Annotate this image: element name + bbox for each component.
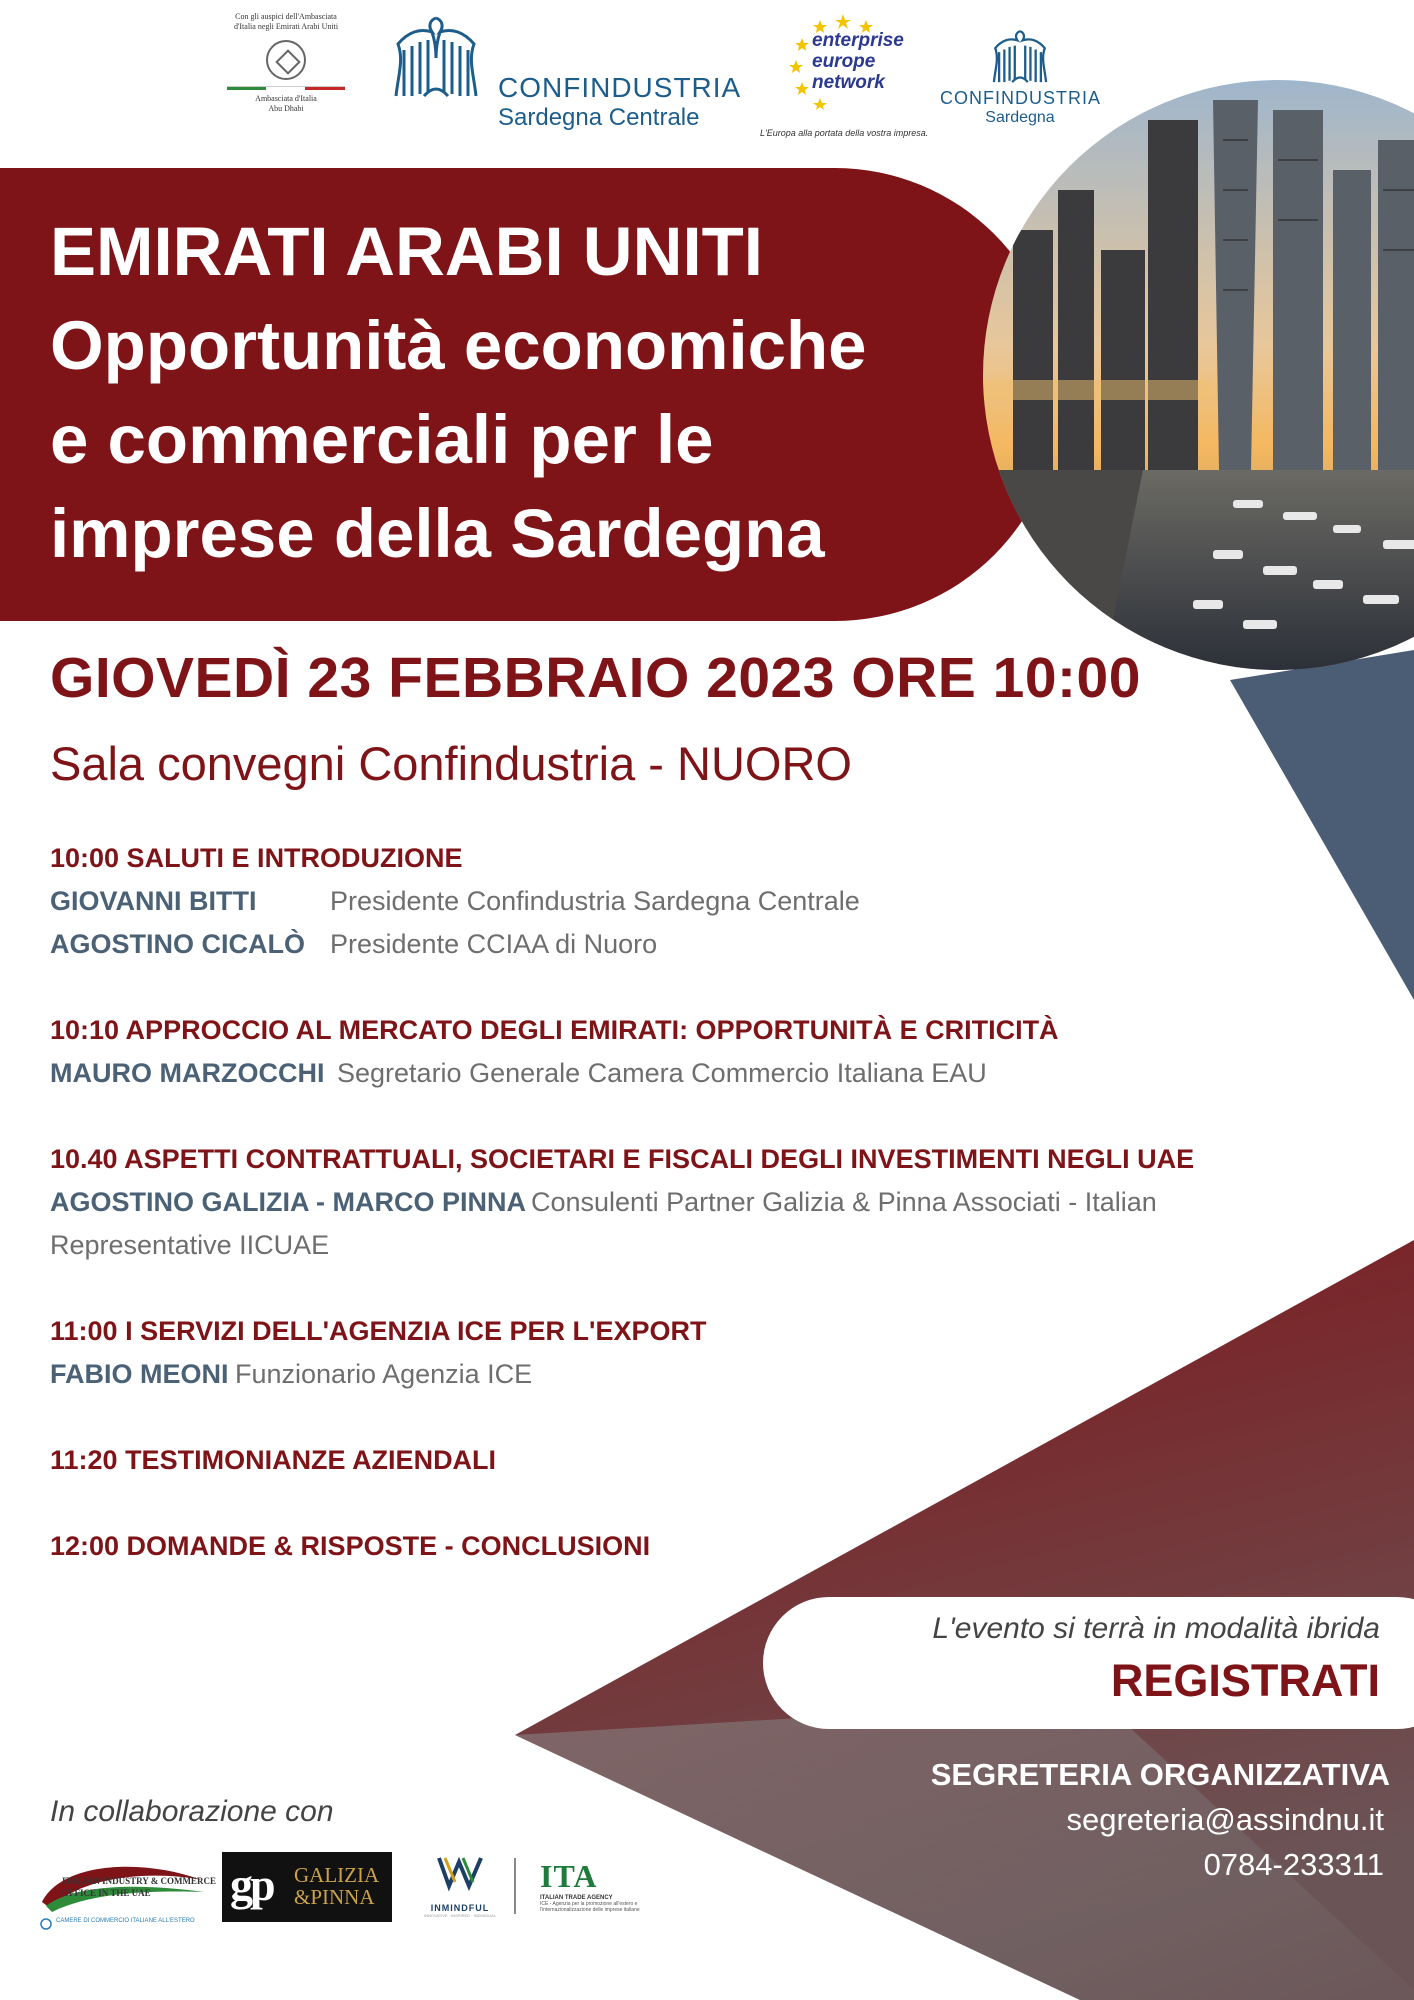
title-line-2: Opportunità economiche xyxy=(50,307,867,384)
title-line-4: imprese della Sardegna xyxy=(50,495,825,572)
collaboration-label: In collaborazione con xyxy=(50,1795,334,1828)
session-3-speaker-name: AGOSTINO GALIZIA - MARCO PINNA xyxy=(50,1187,526,1217)
inmindful-name: INMINDFUL xyxy=(430,1903,490,1913)
een-word-europe: europe xyxy=(812,51,876,72)
ambasciata-name-line2: Abu Dhabi xyxy=(268,104,304,113)
sponsor-divider xyxy=(514,1858,516,1914)
ambasciata-patronage-line2: d'Italia negli Emirati Arabi Uniti xyxy=(233,22,339,31)
page-title xyxy=(50,205,950,581)
confindustria-sardegna-line1: CONFINDUSTRIA xyxy=(940,88,1101,108)
session-4-speaker-name: FABIO MEONI xyxy=(50,1359,229,1389)
confindustria-centrale-line2: Sardegna Centrale xyxy=(498,104,700,131)
italian-trade-agency-logo xyxy=(540,1858,660,1928)
een-tagline: L'Europa alla portata della vostra impresa. xyxy=(760,128,929,138)
iicuae-logo xyxy=(32,1852,216,1938)
session-1-speaker-1-name: GIOVANNI BITTI xyxy=(50,886,257,916)
session-1-speaker-2-role: Presidente CCIAA di Nuoro xyxy=(330,929,658,959)
confindustria-centrale-line1: CONFINDUSTRIA xyxy=(498,72,742,103)
een-word-enterprise: enterprise xyxy=(812,30,904,51)
ita-line3: l'internazionalizzazione delle imprese italiane xyxy=(540,1907,640,1913)
event-venue: Sala convegni Confindustria - NUORO xyxy=(50,737,852,790)
secretariat-phone[interactable]: 0784-233311 xyxy=(1203,1847,1384,1882)
confindustria-sardegna-line2: Sardegna xyxy=(985,109,1055,126)
galizia-pinna-mark: gp xyxy=(230,1859,273,1910)
session-2-speaker-name: MAURO MARZOCCHI xyxy=(50,1058,325,1088)
inmindful-mark-icon xyxy=(435,1852,485,1894)
galizia-pinna-logo xyxy=(222,1852,392,1922)
register-button[interactable]: REGISTRATI xyxy=(1110,1655,1380,1706)
event-datetime: GIOVEDÌ 23 FEBBRAIO 2023 ORE 10:00 xyxy=(50,646,1141,710)
secretariat-title: SEGRETERIA ORGANIZZATIVA xyxy=(930,1757,1390,1792)
session-5-heading: 11:20 TESTIMONIANZE AZIENDALI xyxy=(50,1445,497,1475)
hybrid-event-note: L'evento si terrà in modalità ibrida xyxy=(932,1612,1380,1645)
session-2-speaker-role: Segretario Generale Camera Commercio Italiana EAU xyxy=(337,1058,987,1088)
ambasciata-name-line1: Ambasciata d'Italia xyxy=(255,94,317,103)
een-word-network: network xyxy=(812,72,885,93)
session-4-heading: 11:00 I SERVIZI DELL'AGENZIA ICE PER L'EXPORT xyxy=(50,1316,707,1346)
session-3-speaker-role-line1: Consulenti Partner Galizia & Pinna Associati - Italian xyxy=(531,1187,1157,1217)
title-line-1: EMIRATI ARABI UNITI xyxy=(50,213,763,290)
session-1-speaker-2-name: AGOSTINO CICALÒ xyxy=(50,929,305,959)
session-2-heading: 10:10 APPROCCIO AL MERCATO DEGLI EMIRATI: OPPORTUNITÀ E CRITICITÀ xyxy=(50,1015,1059,1045)
session-1-heading: 10:00 SALUTI E INTRODUZIONE xyxy=(50,843,463,873)
session-4-speaker-role: Funzionario Agenzia ICE xyxy=(235,1359,533,1389)
galizia-pinna-line1: GALIZIA xyxy=(294,1863,380,1887)
slate-triangle xyxy=(1230,650,1414,1000)
iicuae-line2: OFFICE IN THE UAE xyxy=(62,1888,151,1898)
session-1-speaker-1-role: Presidente Confindustria Sardegna Centrale xyxy=(330,886,860,916)
inmindful-subtitle: INNOVATIVE · INSPIRED · INDIVIDUAL xyxy=(423,1913,497,1918)
inmindful-logo xyxy=(408,1852,512,1924)
ita-line1: ITALIAN TRADE AGENCY xyxy=(540,1895,613,1901)
iicuae-bottom-text: CAMERE DI COMMERCIO ITALIANE ALL'ESTERO xyxy=(56,1918,195,1924)
ita-line2: ICE - Agenzia per la promozione all'estero e xyxy=(540,1901,638,1907)
iicuae-line1: ITALIAN INDUSTRY & COMMERCE xyxy=(62,1876,216,1886)
ambasciata-patronage-line1: Con gli auspici dell'Ambasciata xyxy=(235,12,337,21)
galizia-pinna-line2: &PINNA xyxy=(294,1885,375,1909)
session-3-heading: 10.40 ASPETTI CONTRATTUALI, SOCIETARI E FISCALI DEGLI INVESTIMENTI NEGLI UAE xyxy=(50,1144,1195,1174)
session-3-speaker-role-line2: Representative IICUAE xyxy=(50,1230,330,1260)
secretariat-email[interactable]: segreteria@assindnu.it xyxy=(1066,1802,1384,1837)
title-line-3: e commerciali per le xyxy=(50,401,714,478)
session-6-heading: 12:00 DOMANDE & RISPOSTE - CONCLUSIONI xyxy=(50,1531,651,1561)
ita-mark: ITA xyxy=(540,1858,598,1894)
